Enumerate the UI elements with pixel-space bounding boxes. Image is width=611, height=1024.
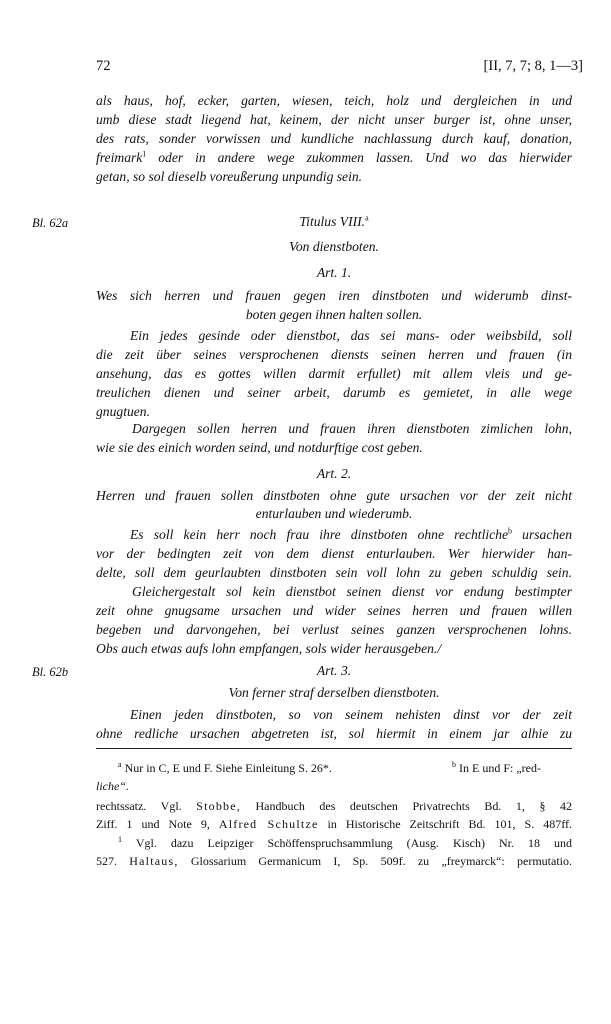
footnote-line: Ziff. 1 und Note 9, Alfred Schultze in Historische Zeitschrift Bd. 101, S. 487ff. xyxy=(96,817,573,831)
text-line: Gleichergestalt sol kein dienstbot seinen dienst vor endung bestimpter xyxy=(132,584,572,599)
text-line: delte, soll dem geurlaubten dinstboten sein voll lohn zu geben schuldig sein. xyxy=(96,565,572,580)
footnote-b-continued: liche“. xyxy=(96,779,129,793)
text-line: begeben und darvongehen, bei verlust seines ganzen versprochenen lohns. xyxy=(96,622,572,637)
footnote-ref: 1 xyxy=(142,149,147,159)
margin-note: Bl. 62a xyxy=(32,216,69,230)
footnote-a: $^a$ Nur in C, E und F. Siehe Einleitung S. 26*. xyxy=(118,760,332,775)
section-reference: [II, 7, 7; 8, 1—3] xyxy=(483,58,583,74)
text-line: umb diese stadt liegend hat, keinem, der nicht unser burger ist, ohne unser, xyxy=(96,112,572,127)
text-line: getan, so sol dieselb voreußerung unpundig sein. xyxy=(96,169,363,184)
article-summary: Von ferner straf derselben dienstboten. xyxy=(228,685,440,700)
footnote-1: $^1$ Vgl. dazu Leipziger Schöffenspruchsammlung (Ausg. Kisch) Nr. 18 und xyxy=(118,835,572,850)
footnote-line: rechtssatz. Vgl. Stobbe, Handbuch des deutschen Privatrechts Bd. 1, § 42 xyxy=(96,799,573,813)
footnote-ref: b xyxy=(508,526,513,536)
text-line: als haus, hof, ecker, garten, wiesen, teich, holz und dergleichen in und xyxy=(96,93,572,108)
article-heading: Art. 1. xyxy=(316,265,352,280)
subtitle-heading: Von dienstboten. xyxy=(289,239,379,254)
text-line: freimark$^1$ oder in andere wege zukommen lassen. Und wo das hierwider xyxy=(96,149,572,165)
page-number: 72 xyxy=(96,58,111,74)
footnote-divider xyxy=(96,748,572,749)
article-heading: Art. 2. xyxy=(316,466,352,481)
text-line: Obs auch etwas aufs lohn empfangen, sols wider herausgeben./ xyxy=(96,641,442,656)
text-line: des rats, sonder vorwissen und kundliche nachlassung durch kauf, donation, xyxy=(96,131,572,146)
article-summary: Wes sich herren und frauen gegen iren dinstboten und widerumb dinst- xyxy=(96,288,572,303)
text-line: Dargegen sollen herren und frauen ihren dienstboten zimlichen lohn, xyxy=(132,421,572,436)
footnote-line: 527. Haltaus, Glossarium Germanicum I, Sp. 509f. zu „freymarck“: permutatio. xyxy=(96,854,572,868)
margin-note: Bl. 62b xyxy=(32,665,69,679)
article-summary: Herren und frauen sollen dinstboten ohne gute ursachen vor der zeit nicht xyxy=(96,488,572,503)
footnote-b: $^b$ In E und F: „red- xyxy=(452,760,541,775)
text-line: zeit ohne gnugsame ursachen und wider seines herren und frauen willen xyxy=(96,603,572,618)
article-heading: Art. 3. xyxy=(316,663,352,678)
text-line: ohne redliche ursachen abgetreten ist, sol hiermit in einem jar alhie zu xyxy=(96,726,572,741)
footnote-ref: a xyxy=(365,213,369,223)
text-line: Ein jedes gesinde oder dienstbot, das sei mans- oder weibsbild, soll xyxy=(130,328,572,343)
text-line: Einen jeden dinstboten, so von seinem nehisten dinst vor der zeit xyxy=(130,707,572,722)
article-summary: enturlauben und wiederumb. xyxy=(255,506,413,521)
text-line: Es soll kein herr noch frau ihre dinstboten ohne rechtliche$^b$ ursachen xyxy=(130,526,572,542)
text-line: die zeit über seines versprochenen diensts seinen herren und frauen (in xyxy=(96,347,572,362)
text-line: vor der bedingten zeit von dem dienst enturlauben. Wer hierwider han- xyxy=(96,546,572,561)
text-line: gnugtuen. xyxy=(96,404,150,419)
title-heading: Titulus VIII.$^a$ xyxy=(299,213,369,229)
text-line: ansehung, das es gottes willen darmit erfullet) mit allem vleis und ge- xyxy=(96,366,572,381)
text-line: treulichen dienen und seiner arbeit, darumb es gemietet, in alle wege xyxy=(96,385,572,400)
article-summary: boten gegen ihnen halten sollen. xyxy=(245,307,423,322)
text-line: wie sie des einich worden seind, und notdurftige cost geben. xyxy=(96,440,423,455)
